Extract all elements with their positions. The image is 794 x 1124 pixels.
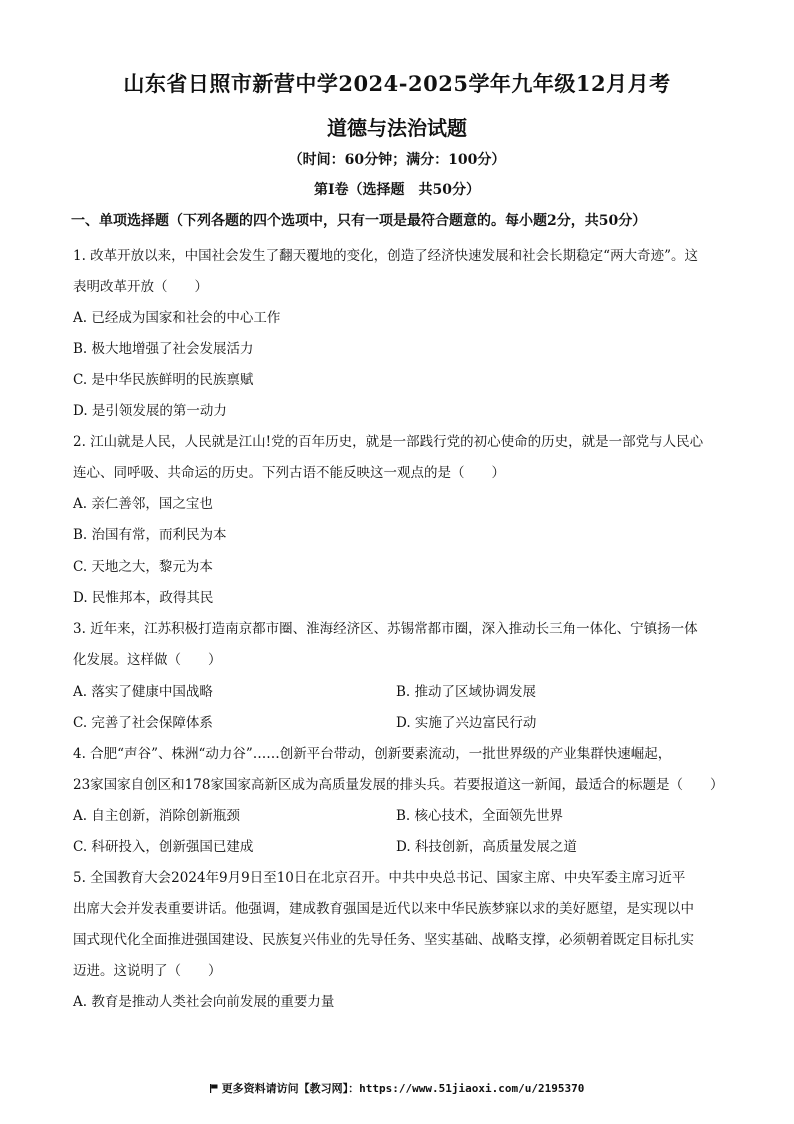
q2-option-d: D. 民惟邦本，政得其民 — [73, 590, 214, 606]
q3-stem-line1: 3. 近年来，江苏积极打造南京都市圈、淮海经济区、苏锡常都市圈，深入推动长三角一体化、宁镇扬一体 — [73, 621, 698, 637]
q5-stem-line4: 迈进。这说明了（ ） — [73, 963, 222, 979]
footer-link[interactable] — [0, 1080, 794, 1096]
q2-option-c: C. 天地之大，黎元为本 — [73, 559, 213, 575]
q4-option-d: D. 科技创新，高质量发展之道 — [396, 839, 577, 855]
q1-option-a: A. 已经成为国家和社会的中心工作 — [73, 310, 281, 326]
q1-stem-line1: 1. 改革开放以来，中国社会发生了翻天覆地的变化，创造了经济快速发展和社会长期稳定“两大奇迹”。这 — [73, 248, 698, 264]
q2-option-a: A. 亲仁善邻，国之宝也 — [73, 496, 213, 512]
q3-option-c: C. 完善了社会保障体系 — [73, 715, 213, 731]
footer-text[interactable]: 更多资料请访问【教习网】：https://www.51jiaoxi.com/u/2195370 — [221, 1082, 585, 1095]
exam-meta: （时间：60分钟；满分：100分） — [288, 152, 506, 168]
q1-option-c: C. 是中华民族鲜明的民族禀赋 — [73, 372, 254, 388]
q2-option-b: B. 治国有常，而利民为本 — [73, 527, 227, 543]
q1-option-d: D. 是引领发展的第一动力 — [73, 403, 227, 419]
q4-option-b: B. 核心技术，全面领先世界 — [396, 808, 564, 824]
document-subtitle: 道德与法治试题 — [327, 116, 467, 140]
q1-option-b: B. 极大地增强了社会发展活力 — [73, 341, 254, 357]
q4-option-c: C. 科研投入，创新强国已建成 — [73, 839, 254, 855]
flag-icon — [210, 1084, 218, 1093]
q4-stem-line2: 23家国家自创区和178家国家高新区成为高质量发展的排头兵。若要报道这一新闻，最适合的标题是（ ） — [73, 777, 724, 793]
q5-option-a: A. 教育是推动人类社会向前发展的重要力量 — [73, 994, 335, 1010]
q3-option-b: B. 推动了区域协调发展 — [396, 684, 537, 700]
q5-stem-line3: 国式现代化全面推进强国建设、民族复兴伟业的先导任务、坚实基础、战略支撑，必须朝着既定目标扎实 — [73, 932, 694, 948]
document-title: 山东省日照市新营中学2024-2025学年九年级12月月考 — [123, 71, 671, 96]
q2-stem-line1: 2. 江山就是人民，人民就是江山!党的百年历史，就是一部践行党的初心使命的历史，就是一部党与人民心 — [73, 434, 704, 450]
volume-heading: 第Ⅰ卷（选择题 共50分） — [313, 182, 481, 198]
section-heading: 一、单项选择题（下列各题的四个选项中，只有一项是最符合题意的。每小题2分，共50分） — [71, 213, 647, 229]
q5-stem-line1: 5. 全国教育大会2024年9月9日至10日在北京召开。中共中央总书记、国家主席、中央军委主席习近平 — [73, 870, 686, 886]
q5-stem-line2: 出席大会并发表重要讲话。他强调，建成教育强国是近代以来中华民族梦寐以求的美好愿望，是实现以中 — [73, 901, 694, 917]
q3-option-d: D. 实施了兴边富民行动 — [396, 715, 537, 731]
q3-option-a: A. 落实了健康中国战略 — [73, 684, 213, 700]
q1-stem-line2: 表明改革开放（ ） — [73, 279, 208, 295]
q4-stem-line1: 4. 合肥“声谷”、株洲“动力谷”……创新平台带动，创新要素流动，一批世界级的产业集群快速崛起， — [73, 746, 672, 762]
q4-option-a: A. 自主创新，消除创新瓶颈 — [73, 808, 240, 824]
q3-stem-line2: 化发展。这样做（ ） — [73, 652, 222, 668]
q2-stem-line2: 连心、同呼吸、共命运的历史。下列古语不能反映这一观点的是（ ） — [73, 465, 505, 481]
